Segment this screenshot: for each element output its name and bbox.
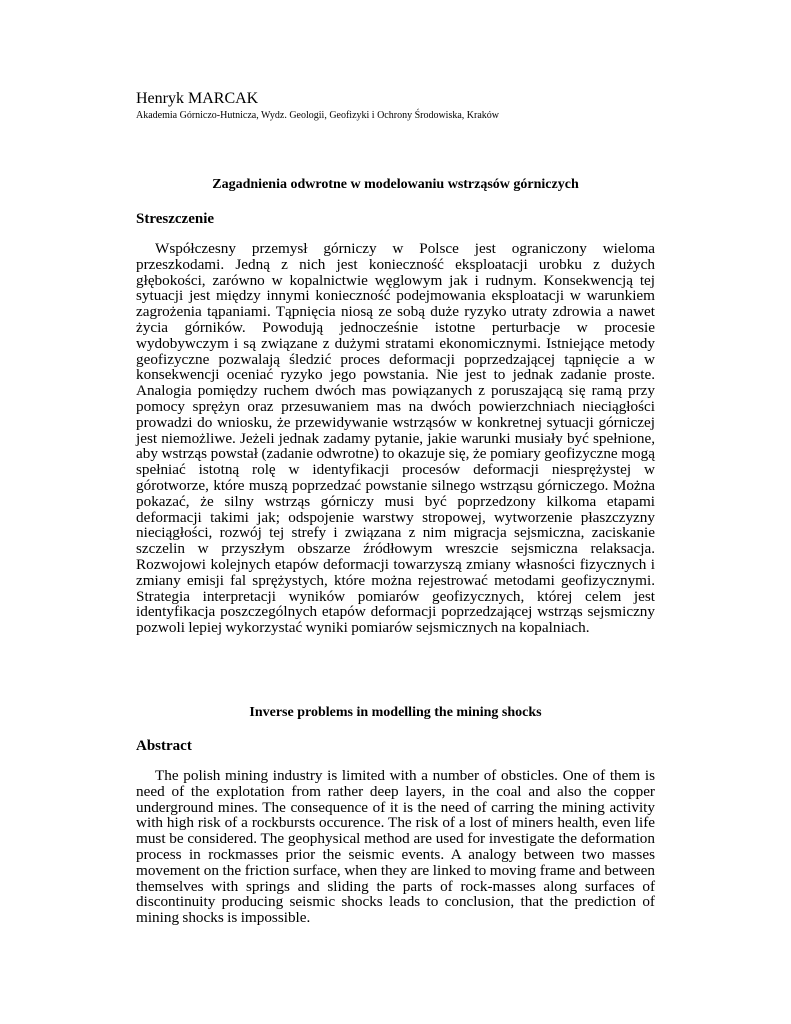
english-abstract-heading: Abstract xyxy=(136,738,192,754)
polish-title: Zagadnienia odwrotne w modelowaniu wstrząsów górniczych xyxy=(212,177,579,192)
polish-abstract-heading: Streszczenie xyxy=(136,211,215,227)
author-name: Henryk MARCAK xyxy=(136,90,259,107)
polish-abstract-body: Współczesny przemysł górniczy w Polsce jest ograniczony wieloma przeszkodami. Jedną z nich jest konieczność eksploatacji urobku z dużych głębokości, zarówno w kopalnictwie węglowym jak i rudnym. Konsekwencją tej sytuacji jest między innymi konieczność podejmowania eksploatacji w warunkiem zagrożenia tąpaniami. Tąpnięcia niosą ze sobą duże ryzyko utraty zdrowia a nawet życia górników. Powodują jednocześnie istotne perturbacje w procesie wydobywczym i są związane z dużymi stratami ekonomicznymi. Istniejące metody geofizyczne pozwalają śledzić proces deformacji poprzedzającej tąpnięcie a w konsekwencji oceniać ryzyko jego powstania. Nie jest to jednak zadanie proste. Analogia pomiędzy ruchem dwóch mas powiązanych z poruszającą się ramą przy pomocy sprężyn oraz przesuwaniem mas na dwóch powierzchniach nieciągłości prowadzi do wniosku, że przewidywanie wstrząsów w konkretnej sytuacji górniczej jest niemożliwe. Jeżeli jednak zadamy pytanie, jakie warunki musiały być spełnione, aby wstrząs powstał (zadanie odwrotne) to okazuje się, że pomiary geofizyczne mogą spełniać istotną rolę w identyfikacji procesów deformacji niesprężystej w górotworze, które muszą poprzedzać powstanie silnego wstrząsu górniczego. Można pokazać, że silny wstrząs górniczy musi być poprzedzony kilkoma etapami deformacji takimi jak; odspojenie warstwy stropowej, wytworzenie płaszczyzny nieciągłości, rozwój tej strefy i związana z nim migracja sejsmiczna, zaciskanie szczelin w przyszłym obszarze źródłowym wreszcie sejsmiczna relaksacja. Rozwojowi kolejnych etapów deformacji towarzyszą zmiany własności fizycznych i zmiany emisji fal sprężystych, które można rejestrować metodami geofizycznymi. Strategia interpretacji wyników pomiarów geofizycznych, której celem jest identyfikacja poszczególnych etapów deformacji poprzedzającej wstrząs sejsmiczny pozwoli lepiej wykorzystać wyniki pomiarów sejsmicznych na kopalniach. xyxy=(136,240,655,637)
author-affiliation: Akademia Górniczo-Hutnicza, Wydz. Geologii, Geofizyki i Ochrony Środowiska, Kraków xyxy=(136,110,500,121)
english-abstract-body: The polish mining industry is limited with a number of obsticles. One of them is need of the explotation from rather deep layers, in the coal and also the copper underground mines. The consequence of it is the need of carring the mining activity with high risk of a rockbursts occurence. The risk of a lost of miners health, even life must be considered. The geophysical method are used for investigate the deformation process in rockmasses prior the seismic events. A analogy between two masses movement on the friction surface, when they are linked to moving frame and between themselves with springs and sliding the parts of rock-masses along surfaces of discontinuity producing seismic shocks leads to conclusion, that the prediction of mining shocks is impossible. xyxy=(136,767,655,927)
english-title: Inverse problems in modelling the mining shocks xyxy=(249,705,542,720)
